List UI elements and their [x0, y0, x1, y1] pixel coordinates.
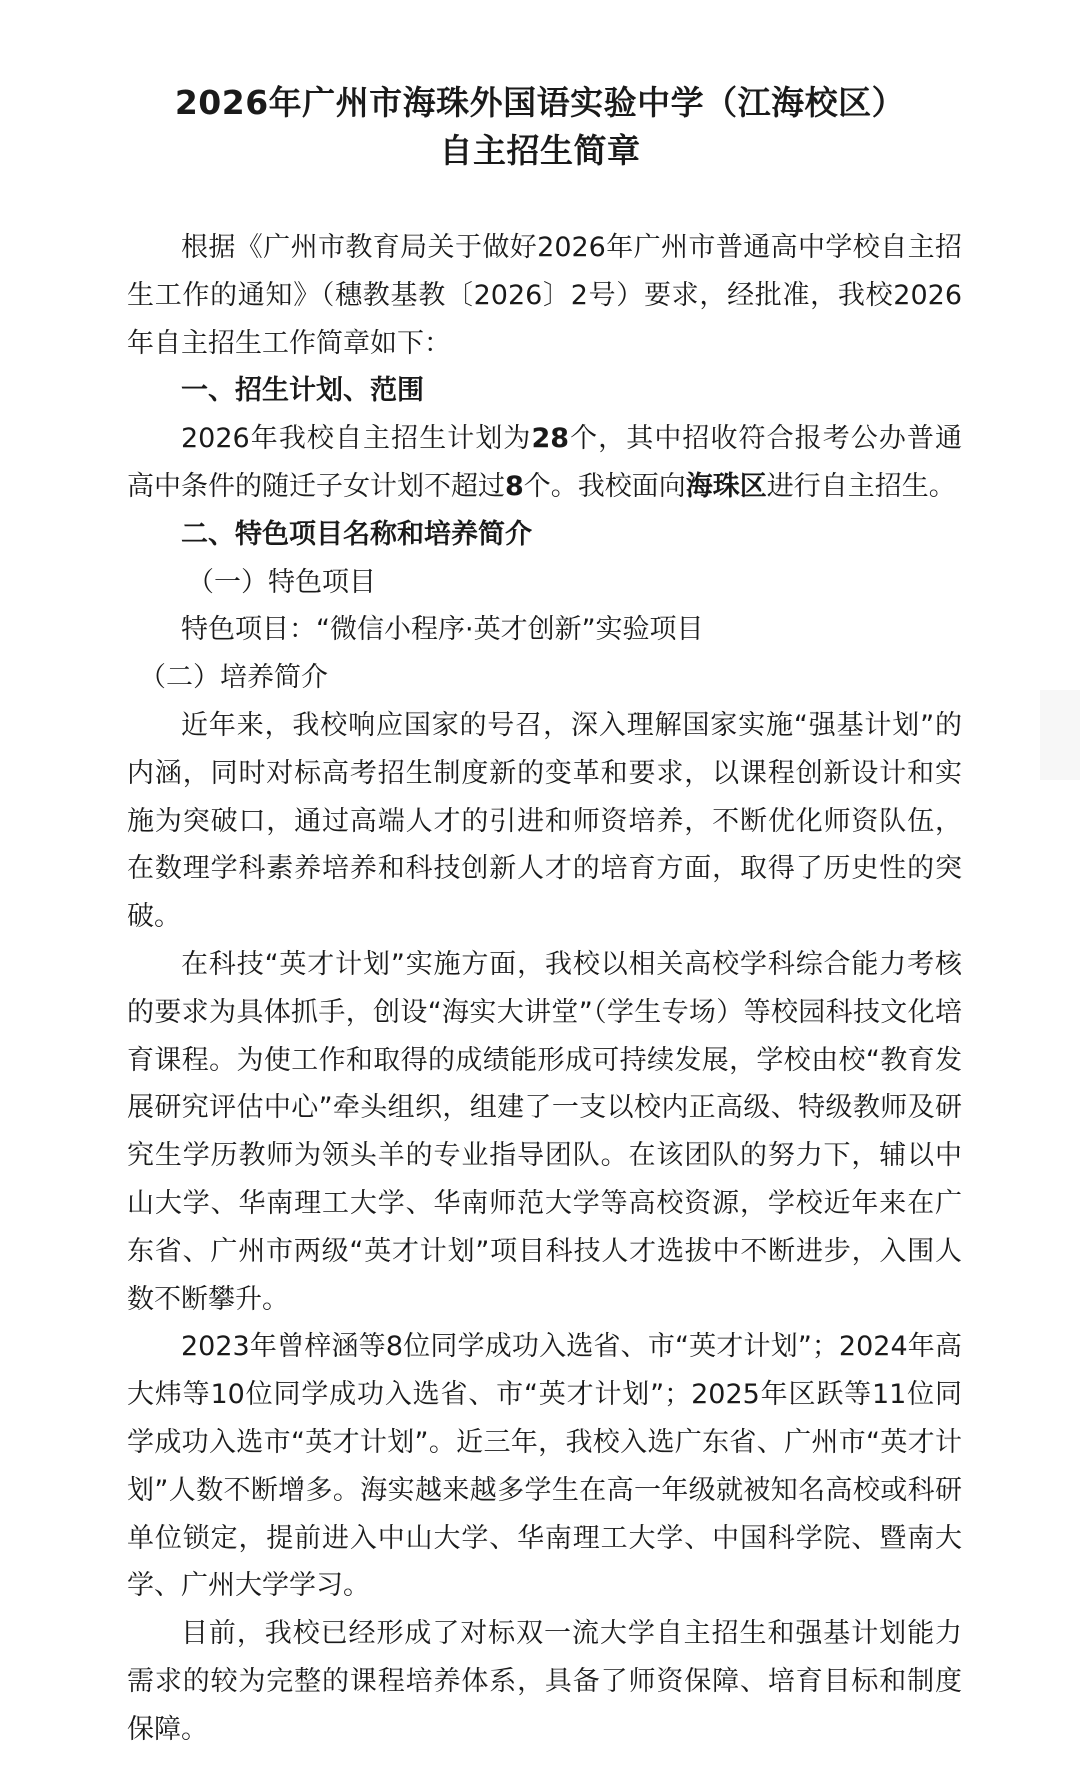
scan-edge-mark [1040, 690, 1080, 780]
section1-text-c: 个。我校面向 [523, 470, 686, 502]
section2-sub2-heading: （二）培养简介 [139, 662, 328, 694]
document-title-line1: 2026年广州市海珠外国语实验中学（江海校区） [174, 83, 906, 122]
section1-heading: 一、招生计划、范围 [181, 375, 424, 407]
training-paragraph-2: 在科技“英才计划”实施方面，我校以相关高校学科综合能力考核的要求为具体抓手，创设“海实大讲堂”（学生专场）等校园科技文化培育课程。为使工作和取得的成绩能形成可持续发展，学校由校“教育发展研究评估中心”牵头组织，组建了一支以校内正高级、特级教师及研究生学历教师为领头羊的专业指导团队。在该团队的努力下，辅以中山大学、华南理工大学、华南师范大学等高校资源，学校近年来在广东省、广州市两级“英才计划”项目科技人才选拔中不断进步，入围人数不断攀升。 [127, 948, 962, 1315]
training-paragraph-3: 2023年曾梓涵等8位同学成功入选省、市“英才计划”；2024年高大炜等10位同学成功入选省、市“英才计划”；2025年区跃等11位同学成功入选市“英才计划”。近三年，我校入选广东省、广州市“英才计划”人数不断增多。海实越来越多学生在高一年级就被知名高校或科研单位锁定，提前进入中山大学、华南理工大学、中国科学院、暨南大学、广州大学学习。 [127, 1331, 962, 1602]
intro-paragraph: 根据《广州市教育局关于做好2026年广州市普通高中学校自主招生工作的通知》（穗教基教〔2026〕2号）要求，经批准，我校2026年自主招生工作简章如下： [127, 232, 962, 359]
section1-text-b: 个，其中招收符合报考公办普通高中条件的随迁子女计划不超过 [127, 423, 963, 502]
training-paragraph-4: 目前，我校已经形成了对标双一流大学自主招生和强基计划能力需求的较为完整的课程培养体系，具备了师资保障、培育目标和制度保障。 [127, 1618, 962, 1745]
section2-sub1-text: 特色项目：“微信小程序·英才创新”实验项目 [181, 614, 704, 646]
enrollment-total: 28 [531, 423, 570, 455]
section1-paragraph [127, 415, 962, 511]
training-paragraph-1: 近年来，我校响应国家的号召，深入理解国家实施“强基计划”的内涵，同时对标高考招生制度新的变革和要求，以课程创新设计和实施为突破口，通过高端人才的引进和师资培养，不断优化师资队伍，在数理学科素养培养和科技创新人才的培育方面，取得了历史性的突破。 [127, 709, 962, 933]
section2-sub1-heading: （一）特色项目 [187, 566, 376, 598]
section1-text-a: 2026年我校自主招生计划为 [181, 423, 532, 455]
section2-heading: 二、特色项目名称和培养简介 [181, 518, 532, 550]
document-title-line2: 自主招生简章 [439, 131, 641, 170]
enrollment-migrant: 8 [505, 470, 524, 502]
section1-text-d: 进行自主招生。 [766, 470, 956, 502]
document-body [127, 224, 962, 1754]
enrollment-district: 海珠区 [685, 470, 767, 502]
